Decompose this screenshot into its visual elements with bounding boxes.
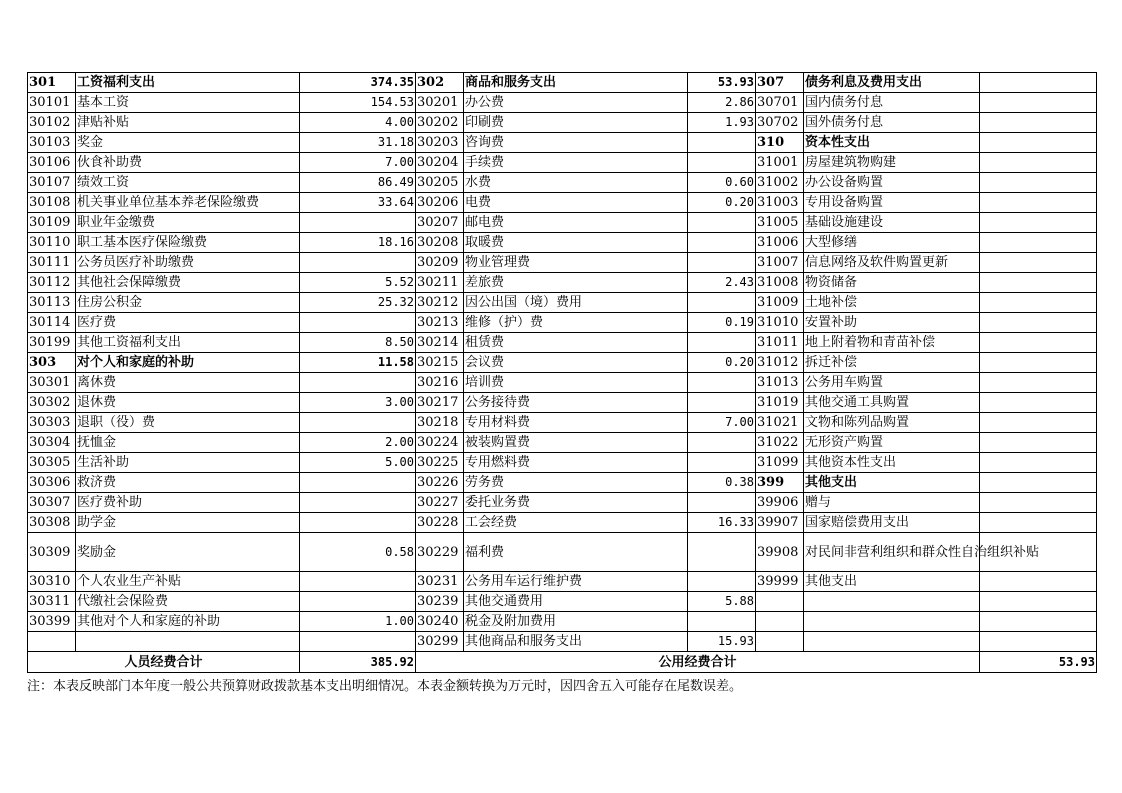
group2-code-cell: 30216 bbox=[416, 373, 464, 393]
group3-amount-cell bbox=[980, 592, 1097, 612]
group2-amount-cell: 53.93 bbox=[688, 73, 756, 93]
group2-code-cell: 30207 bbox=[416, 213, 464, 233]
group3-name-cell: 对民间非营利组织和群众性自治组织补贴 bbox=[804, 533, 980, 572]
group2-code-cell: 30227 bbox=[416, 493, 464, 513]
group2-amount-cell bbox=[688, 153, 756, 173]
group3-code-cell bbox=[756, 632, 804, 652]
group2-name-cell: 印刷费 bbox=[464, 113, 688, 133]
group2-code-cell: 30212 bbox=[416, 293, 464, 313]
group2-amount-cell: 0.60 bbox=[688, 173, 756, 193]
group1-code-cell: 30304 bbox=[28, 433, 76, 453]
group2-name-cell: 被装购置费 bbox=[464, 433, 688, 453]
group2-code-cell: 302 bbox=[416, 73, 464, 93]
group1-code-cell: 30110 bbox=[28, 233, 76, 253]
table-row bbox=[28, 453, 1097, 473]
group1-amount-cell bbox=[300, 413, 416, 433]
group2-name-cell: 委托业务费 bbox=[464, 493, 688, 513]
group3-name-cell: 大型修缮 bbox=[804, 233, 980, 253]
group2-code-cell: 30215 bbox=[416, 353, 464, 373]
totals-row bbox=[28, 652, 1097, 673]
table-row bbox=[28, 493, 1097, 513]
group1-amount-cell: 5.52 bbox=[300, 273, 416, 293]
group1-amount-cell bbox=[300, 313, 416, 333]
group1-amount-cell bbox=[300, 473, 416, 493]
table-row bbox=[28, 233, 1097, 253]
table-row bbox=[28, 173, 1097, 193]
group2-name-cell: 公务用车运行维护费 bbox=[464, 572, 688, 592]
group2-name-cell: 劳务费 bbox=[464, 473, 688, 493]
group1-name-cell: 医疗费 bbox=[76, 313, 300, 333]
group1-code-cell bbox=[28, 632, 76, 652]
group1-amount-cell bbox=[300, 592, 416, 612]
group2-name-cell: 咨询费 bbox=[464, 133, 688, 153]
group3-name-cell: 房屋建筑物购建 bbox=[804, 153, 980, 173]
group1-code-cell: 301 bbox=[28, 73, 76, 93]
group1-name-cell: 机关事业单位基本养老保险缴费 bbox=[76, 193, 300, 213]
group1-name-cell: 津贴补贴 bbox=[76, 113, 300, 133]
personnel-total-label: 人员经费合计 bbox=[28, 652, 300, 673]
group3-name-cell: 其他交通工具购置 bbox=[804, 393, 980, 413]
group3-name-cell: 其他支出 bbox=[804, 473, 980, 493]
group1-name-cell: 公务员医疗补助缴费 bbox=[76, 253, 300, 273]
group1-code-cell: 30301 bbox=[28, 373, 76, 393]
group1-name-cell: 医疗费补助 bbox=[76, 493, 300, 513]
group2-name-cell: 税金及附加费用 bbox=[464, 612, 688, 632]
group2-name-cell: 水费 bbox=[464, 173, 688, 193]
group1-name-cell: 其他对个人和家庭的补助 bbox=[76, 612, 300, 632]
group3-name-cell bbox=[804, 612, 980, 632]
group3-code-cell: 30701 bbox=[756, 93, 804, 113]
group2-amount-cell: 0.38 bbox=[688, 473, 756, 493]
group3-amount-cell bbox=[980, 193, 1097, 213]
table-row bbox=[28, 293, 1097, 313]
group1-amount-cell: 31.18 bbox=[300, 133, 416, 153]
group2-name-cell: 维修（护）费 bbox=[464, 313, 688, 333]
group1-code-cell: 30103 bbox=[28, 133, 76, 153]
group2-amount-cell bbox=[688, 612, 756, 632]
group1-amount-cell: 3.00 bbox=[300, 393, 416, 413]
group2-code-cell: 30208 bbox=[416, 233, 464, 253]
group3-amount-cell bbox=[980, 153, 1097, 173]
group1-name-cell: 离休费 bbox=[76, 373, 300, 393]
group2-amount-cell bbox=[688, 433, 756, 453]
group3-name-cell: 拆迁补偿 bbox=[804, 353, 980, 373]
group1-code-cell: 30111 bbox=[28, 253, 76, 273]
group2-name-cell: 因公出国（境）费用 bbox=[464, 293, 688, 313]
group2-name-cell: 专用材料费 bbox=[464, 413, 688, 433]
group1-amount-cell: 154.53 bbox=[300, 93, 416, 113]
group2-code-cell: 30209 bbox=[416, 253, 464, 273]
group3-amount-cell bbox=[980, 273, 1097, 293]
group2-name-cell: 差旅费 bbox=[464, 273, 688, 293]
group2-name-cell: 会议费 bbox=[464, 353, 688, 373]
group1-name-cell: 绩效工资 bbox=[76, 173, 300, 193]
group1-name-cell: 抚恤金 bbox=[76, 433, 300, 453]
group1-code-cell: 30305 bbox=[28, 453, 76, 473]
group3-amount-cell bbox=[980, 313, 1097, 333]
group1-amount-cell bbox=[300, 373, 416, 393]
group2-code-cell: 30203 bbox=[416, 133, 464, 153]
group2-name-cell: 公务接待费 bbox=[464, 393, 688, 413]
group3-code-cell: 39907 bbox=[756, 513, 804, 533]
table-row bbox=[28, 473, 1097, 493]
group3-name-cell bbox=[804, 592, 980, 612]
group3-code-cell: 31007 bbox=[756, 253, 804, 273]
table-row bbox=[28, 313, 1097, 333]
group3-amount-cell bbox=[980, 113, 1097, 133]
group1-code-cell: 30199 bbox=[28, 333, 76, 353]
table-row bbox=[28, 632, 1097, 652]
budget-table bbox=[27, 72, 1097, 673]
group1-name-cell: 住房公积金 bbox=[76, 293, 300, 313]
group3-name-cell: 赠与 bbox=[804, 493, 980, 513]
group1-code-cell: 30310 bbox=[28, 572, 76, 592]
group3-name-cell: 资本性支出 bbox=[804, 133, 980, 153]
table-row bbox=[28, 572, 1097, 592]
group3-amount-cell bbox=[980, 453, 1097, 473]
group1-amount-cell: 18.16 bbox=[300, 233, 416, 253]
group1-amount-cell bbox=[300, 493, 416, 513]
group3-code-cell: 31012 bbox=[756, 353, 804, 373]
group3-amount-cell bbox=[980, 353, 1097, 373]
group1-amount-cell: 8.50 bbox=[300, 333, 416, 353]
group1-amount-cell: 25.32 bbox=[300, 293, 416, 313]
group2-name-cell: 电费 bbox=[464, 193, 688, 213]
group2-code-cell: 30217 bbox=[416, 393, 464, 413]
group3-name-cell: 安置补助 bbox=[804, 313, 980, 333]
group3-code-cell: 31006 bbox=[756, 233, 804, 253]
table-row bbox=[28, 393, 1097, 413]
group2-code-cell: 30228 bbox=[416, 513, 464, 533]
group2-code-cell: 30206 bbox=[416, 193, 464, 213]
group2-amount-cell: 15.93 bbox=[688, 632, 756, 652]
group3-code-cell: 31021 bbox=[756, 413, 804, 433]
group2-code-cell: 30226 bbox=[416, 473, 464, 493]
group2-amount-cell bbox=[688, 373, 756, 393]
group3-amount-cell bbox=[980, 133, 1097, 153]
group3-name-cell: 国内债务付息 bbox=[804, 93, 980, 113]
table-row bbox=[28, 612, 1097, 632]
group2-name-cell: 办公费 bbox=[464, 93, 688, 113]
group2-code-cell: 30239 bbox=[416, 592, 464, 612]
group2-amount-cell: 7.00 bbox=[688, 413, 756, 433]
group2-name-cell: 培训费 bbox=[464, 373, 688, 393]
group3-name-cell: 无形资产购置 bbox=[804, 433, 980, 453]
group1-name-cell: 生活补助 bbox=[76, 453, 300, 473]
group3-amount-cell bbox=[980, 612, 1097, 632]
group3-name-cell: 物资储备 bbox=[804, 273, 980, 293]
group2-name-cell: 邮电费 bbox=[464, 213, 688, 233]
group1-name-cell: 职业年金缴费 bbox=[76, 213, 300, 233]
table-row bbox=[28, 333, 1097, 353]
public-total-value: 53.93 bbox=[980, 652, 1097, 673]
group1-name-cell: 个人农业生产补贴 bbox=[76, 572, 300, 592]
group1-code-cell: 30106 bbox=[28, 153, 76, 173]
group3-name-cell: 基础设施建设 bbox=[804, 213, 980, 233]
group2-code-cell: 30211 bbox=[416, 273, 464, 293]
group3-code-cell: 39999 bbox=[756, 572, 804, 592]
group3-code-cell: 310 bbox=[756, 133, 804, 153]
group3-amount-cell bbox=[980, 373, 1097, 393]
group2-code-cell: 30214 bbox=[416, 333, 464, 353]
group3-code-cell: 31099 bbox=[756, 453, 804, 473]
group1-code-cell: 30306 bbox=[28, 473, 76, 493]
group1-name-cell: 奖金 bbox=[76, 133, 300, 153]
group2-amount-cell: 5.88 bbox=[688, 592, 756, 612]
table-row bbox=[28, 273, 1097, 293]
group3-amount-cell bbox=[980, 333, 1097, 353]
group3-code-cell: 31009 bbox=[756, 293, 804, 313]
group1-code-cell: 30311 bbox=[28, 592, 76, 612]
table-row bbox=[28, 413, 1097, 433]
group2-code-cell: 30240 bbox=[416, 612, 464, 632]
group1-name-cell: 其他工资福利支出 bbox=[76, 333, 300, 353]
group2-amount-cell bbox=[688, 493, 756, 513]
group3-code-cell: 307 bbox=[756, 73, 804, 93]
table-row bbox=[28, 373, 1097, 393]
group1-amount-cell: 11.58 bbox=[300, 353, 416, 373]
group3-amount-cell bbox=[980, 413, 1097, 433]
group1-code-cell: 30302 bbox=[28, 393, 76, 413]
group2-code-cell: 30202 bbox=[416, 113, 464, 133]
group3-code-cell: 31019 bbox=[756, 393, 804, 413]
group3-code-cell: 399 bbox=[756, 473, 804, 493]
group2-amount-cell bbox=[688, 233, 756, 253]
group2-code-cell: 30204 bbox=[416, 153, 464, 173]
group1-name-cell: 工资福利支出 bbox=[76, 73, 300, 93]
group3-name-cell bbox=[804, 632, 980, 652]
group3-amount-cell bbox=[980, 433, 1097, 453]
group2-amount-cell: 0.19 bbox=[688, 313, 756, 333]
group1-code-cell: 30308 bbox=[28, 513, 76, 533]
group3-name-cell: 地上附着物和青苗补偿 bbox=[804, 333, 980, 353]
group2-code-cell: 30224 bbox=[416, 433, 464, 453]
group2-name-cell: 其他商品和服务支出 bbox=[464, 632, 688, 652]
group2-code-cell: 30299 bbox=[416, 632, 464, 652]
group2-code-cell: 30225 bbox=[416, 453, 464, 473]
group3-code-cell: 39908 bbox=[756, 533, 804, 572]
group2-amount-cell bbox=[688, 533, 756, 572]
group3-name-cell: 其他支出 bbox=[804, 572, 980, 592]
group3-code-cell: 31022 bbox=[756, 433, 804, 453]
group2-amount-cell bbox=[688, 333, 756, 353]
group1-code-cell: 30107 bbox=[28, 173, 76, 193]
group1-code-cell: 30307 bbox=[28, 493, 76, 513]
group1-code-cell: 30303 bbox=[28, 413, 76, 433]
group3-code-cell: 31005 bbox=[756, 213, 804, 233]
group3-name-cell: 公务用车购置 bbox=[804, 373, 980, 393]
group3-name-cell: 国外债务付息 bbox=[804, 113, 980, 133]
group1-amount-cell bbox=[300, 513, 416, 533]
group3-amount-cell bbox=[980, 393, 1097, 413]
group3-name-cell: 债务利息及费用支出 bbox=[804, 73, 980, 93]
group3-code-cell: 30702 bbox=[756, 113, 804, 133]
personnel-total-value: 385.92 bbox=[300, 652, 416, 673]
group1-code-cell: 30102 bbox=[28, 113, 76, 133]
group3-name-cell: 土地补偿 bbox=[804, 293, 980, 313]
group1-amount-cell: 86.49 bbox=[300, 173, 416, 193]
group2-code-cell: 30205 bbox=[416, 173, 464, 193]
group2-name-cell: 物业管理费 bbox=[464, 253, 688, 273]
group2-amount-cell bbox=[688, 572, 756, 592]
group2-amount-cell bbox=[688, 213, 756, 233]
table-row bbox=[28, 592, 1097, 612]
group1-code-cell: 30114 bbox=[28, 313, 76, 333]
group1-amount-cell: 5.00 bbox=[300, 453, 416, 473]
group1-code-cell: 30109 bbox=[28, 213, 76, 233]
group3-amount-cell bbox=[980, 493, 1097, 513]
group2-amount-cell bbox=[688, 253, 756, 273]
group2-amount-cell bbox=[688, 293, 756, 313]
table-row bbox=[28, 93, 1097, 113]
group3-code-cell: 31003 bbox=[756, 193, 804, 213]
group1-name-cell: 退休费 bbox=[76, 393, 300, 413]
table-row bbox=[28, 533, 1097, 572]
group1-code-cell: 30113 bbox=[28, 293, 76, 313]
group3-amount-cell bbox=[980, 253, 1097, 273]
group1-name-cell: 救济费 bbox=[76, 473, 300, 493]
group3-amount-cell bbox=[980, 73, 1097, 93]
group1-code-cell: 30108 bbox=[28, 193, 76, 213]
group1-name-cell: 对个人和家庭的补助 bbox=[76, 353, 300, 373]
group1-amount-cell: 33.64 bbox=[300, 193, 416, 213]
group1-name-cell: 代缴社会保险费 bbox=[76, 592, 300, 612]
group2-amount-cell: 2.43 bbox=[688, 273, 756, 293]
group3-amount-cell bbox=[980, 233, 1097, 253]
group3-code-cell bbox=[756, 612, 804, 632]
group3-code-cell: 31011 bbox=[756, 333, 804, 353]
group3-name-cell: 其他资本性支出 bbox=[804, 453, 980, 473]
group1-amount-cell bbox=[300, 572, 416, 592]
group2-amount-cell: 0.20 bbox=[688, 193, 756, 213]
group1-name-cell: 伙食补助费 bbox=[76, 153, 300, 173]
group1-amount-cell: 0.58 bbox=[300, 533, 416, 572]
group3-code-cell: 31002 bbox=[756, 173, 804, 193]
group3-name-cell: 信息网络及软件购置更新 bbox=[804, 253, 980, 273]
group1-code-cell: 303 bbox=[28, 353, 76, 373]
group1-name-cell: 职工基本医疗保险缴费 bbox=[76, 233, 300, 253]
table-row bbox=[28, 153, 1097, 173]
group1-amount-cell: 374.35 bbox=[300, 73, 416, 93]
table-row bbox=[28, 113, 1097, 133]
group3-name-cell: 国家赔偿费用支出 bbox=[804, 513, 980, 533]
group2-amount-cell: 2.86 bbox=[688, 93, 756, 113]
group2-code-cell: 30229 bbox=[416, 533, 464, 572]
group3-code-cell: 31001 bbox=[756, 153, 804, 173]
group1-amount-cell: 7.00 bbox=[300, 153, 416, 173]
group2-amount-cell: 16.33 bbox=[688, 513, 756, 533]
group2-code-cell: 30201 bbox=[416, 93, 464, 113]
group3-name-cell: 办公设备购置 bbox=[804, 173, 980, 193]
group3-amount-cell bbox=[980, 213, 1097, 233]
group3-name-cell: 文物和陈列品购置 bbox=[804, 413, 980, 433]
group2-amount-cell bbox=[688, 393, 756, 413]
group1-code-cell: 30112 bbox=[28, 273, 76, 293]
group1-amount-cell bbox=[300, 213, 416, 233]
table-row bbox=[28, 73, 1097, 93]
group2-name-cell: 取暖费 bbox=[464, 233, 688, 253]
group1-code-cell: 30101 bbox=[28, 93, 76, 113]
group3-code-cell: 31013 bbox=[756, 373, 804, 393]
group2-name-cell: 商品和服务支出 bbox=[464, 73, 688, 93]
group1-name-cell: 基本工资 bbox=[76, 93, 300, 113]
group3-code-cell: 39906 bbox=[756, 493, 804, 513]
group3-name-cell: 专用设备购置 bbox=[804, 193, 980, 213]
group2-name-cell: 福利费 bbox=[464, 533, 688, 572]
group1-name-cell: 退职（役）费 bbox=[76, 413, 300, 433]
group3-amount-cell bbox=[980, 632, 1097, 652]
table-body bbox=[28, 73, 1097, 652]
group1-name-cell: 其他社会保障缴费 bbox=[76, 273, 300, 293]
group2-name-cell: 手续费 bbox=[464, 153, 688, 173]
group3-code-cell: 31010 bbox=[756, 313, 804, 333]
footnote: 注：本表反映部门本年度一般公共预算财政拨款基本支出明细情况。本表金额转换为万元时，因四舍五入可能存在尾数误差。 bbox=[27, 679, 743, 694]
public-total-label: 公用经费合计 bbox=[416, 652, 980, 673]
group2-amount-cell bbox=[688, 453, 756, 473]
table-row bbox=[28, 433, 1097, 453]
group3-code-cell bbox=[756, 592, 804, 612]
table-row bbox=[28, 193, 1097, 213]
group1-amount-cell: 2.00 bbox=[300, 433, 416, 453]
group3-amount-cell bbox=[980, 572, 1097, 592]
group2-name-cell: 工会经费 bbox=[464, 513, 688, 533]
group2-name-cell: 专用燃料费 bbox=[464, 453, 688, 473]
group2-amount-cell bbox=[688, 133, 756, 153]
group2-amount-cell: 0.20 bbox=[688, 353, 756, 373]
group3-amount-cell bbox=[980, 173, 1097, 193]
group2-amount-cell: 1.93 bbox=[688, 113, 756, 133]
group1-code-cell: 30399 bbox=[28, 612, 76, 632]
group3-code-cell: 31008 bbox=[756, 273, 804, 293]
table-row bbox=[28, 133, 1097, 153]
group1-name-cell bbox=[76, 632, 300, 652]
group1-amount-cell: 4.00 bbox=[300, 113, 416, 133]
group3-amount-cell bbox=[980, 513, 1097, 533]
group2-code-cell: 30231 bbox=[416, 572, 464, 592]
table-row bbox=[28, 513, 1097, 533]
table-row bbox=[28, 253, 1097, 273]
group1-code-cell: 30309 bbox=[28, 533, 76, 572]
group2-name-cell: 租赁费 bbox=[464, 333, 688, 353]
table-row bbox=[28, 353, 1097, 373]
group3-amount-cell bbox=[980, 473, 1097, 493]
group2-code-cell: 30218 bbox=[416, 413, 464, 433]
group1-name-cell: 奖励金 bbox=[76, 533, 300, 572]
table-row bbox=[28, 213, 1097, 233]
group2-name-cell: 其他交通费用 bbox=[464, 592, 688, 612]
group3-amount-cell bbox=[980, 93, 1097, 113]
group1-amount-cell bbox=[300, 632, 416, 652]
group2-code-cell: 30213 bbox=[416, 313, 464, 333]
group1-amount-cell bbox=[300, 253, 416, 273]
group3-amount-cell bbox=[980, 293, 1097, 313]
group1-amount-cell: 1.00 bbox=[300, 612, 416, 632]
group1-name-cell: 助学金 bbox=[76, 513, 300, 533]
